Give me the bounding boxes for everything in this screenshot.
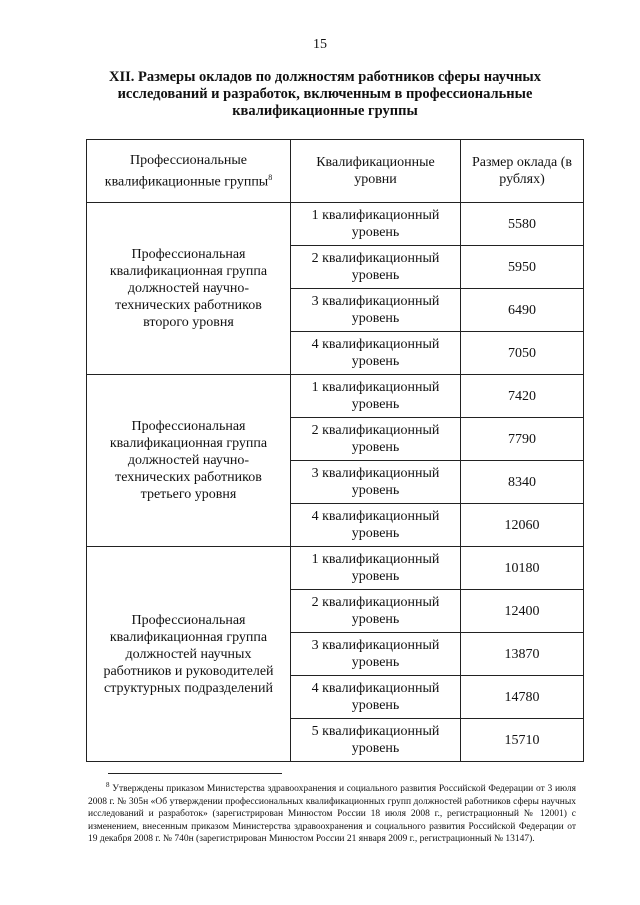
salary-cell: 7790 — [461, 418, 584, 461]
salary-cell: 12060 — [461, 504, 584, 547]
salary-cell: 5580 — [461, 203, 584, 246]
salary-cell: 7420 — [461, 375, 584, 418]
salary-cell: 8340 — [461, 461, 584, 504]
header-salary: Размер оклада (в рублях) — [461, 140, 584, 203]
qualification-level-cell: 4 квалификационный уровень — [291, 332, 461, 375]
qualification-level-cell: 1 квалификационный уровень — [291, 203, 461, 246]
salary-cell: 6490 — [461, 289, 584, 332]
table-body — [87, 203, 584, 762]
header-level: Квалификационные уровни — [291, 140, 461, 203]
header-group-label: Профессиональные квалификационные группы — [104, 152, 269, 190]
qualification-level-cell: 1 квалификационный уровень — [291, 375, 461, 418]
salary-cell: 14780 — [461, 676, 584, 719]
salary-table — [86, 139, 584, 762]
table-header-row — [87, 140, 584, 203]
qualification-group-cell: Профессиональная квалификационная группа должностей научных работников и руководителей структурных подразделений — [87, 547, 291, 762]
qualification-level-cell: 4 квалификационный уровень — [291, 676, 461, 719]
qualification-group-cell: Профессиональная квалификационная группа должностей научно-технических работников третьего уровня — [87, 375, 291, 547]
qualification-level-cell: 4 квалификационный уровень — [291, 504, 461, 547]
qualification-level-cell: 5 квалификационный уровень — [291, 719, 461, 762]
qualification-level-cell: 2 квалификационный уровень — [291, 246, 461, 289]
qualification-level-cell: 3 квалификационный уровень — [291, 289, 461, 332]
salary-cell: 15710 — [461, 719, 584, 762]
qualification-level-cell: 3 квалификационный уровень — [291, 633, 461, 676]
section-title: XII. Размеры окладов по должностям работников сферы научных исследований и разработок, включенным в профессиональные квалификационные группы — [108, 69, 542, 119]
salary-cell: 10180 — [461, 547, 584, 590]
footnote-text: Утверждены приказом Министерства здравоохранения и социального развития Российской Федерации от 3 июля 2008 г. № 305н «Об утверждении профессиональных квалификационных групп должностей работников сферы научных исследований и разработок» (зарегистрирован Минюстом России 18 июля 2008 г., регистрационный № 12001) с изменением, внесенным приказом Министерства здравоохранения и социального развития Российской Федерации от 19 декабря 2008 г. № 740н (зарегистрирован Минюстом России 21 января 2009 г., регистрационный № 13147). — [88, 784, 577, 845]
qualification-level-cell: 2 квалификационный уровень — [291, 418, 461, 461]
footnote — [88, 779, 576, 846]
footnote-reference: 8 — [268, 172, 273, 182]
salary-cell: 12400 — [461, 590, 584, 633]
table-row — [87, 375, 584, 418]
salary-cell: 5950 — [461, 246, 584, 289]
qualification-level-cell: 2 квалификационный уровень — [291, 590, 461, 633]
qualification-level-cell: 1 квалификационный уровень — [291, 547, 461, 590]
salary-cell: 13870 — [461, 633, 584, 676]
table-row — [87, 203, 584, 246]
page-number: 15 — [313, 37, 327, 52]
qualification-level-cell: 3 квалификационный уровень — [291, 461, 461, 504]
footnote-rule — [108, 773, 282, 774]
table-row — [87, 547, 584, 590]
salary-cell: 7050 — [461, 332, 584, 375]
qualification-group-cell: Профессиональная квалификационная группа должностей научно-технических работников второго уровня — [87, 203, 291, 375]
footnote-mark: 8 — [106, 781, 110, 789]
header-group — [87, 140, 291, 203]
